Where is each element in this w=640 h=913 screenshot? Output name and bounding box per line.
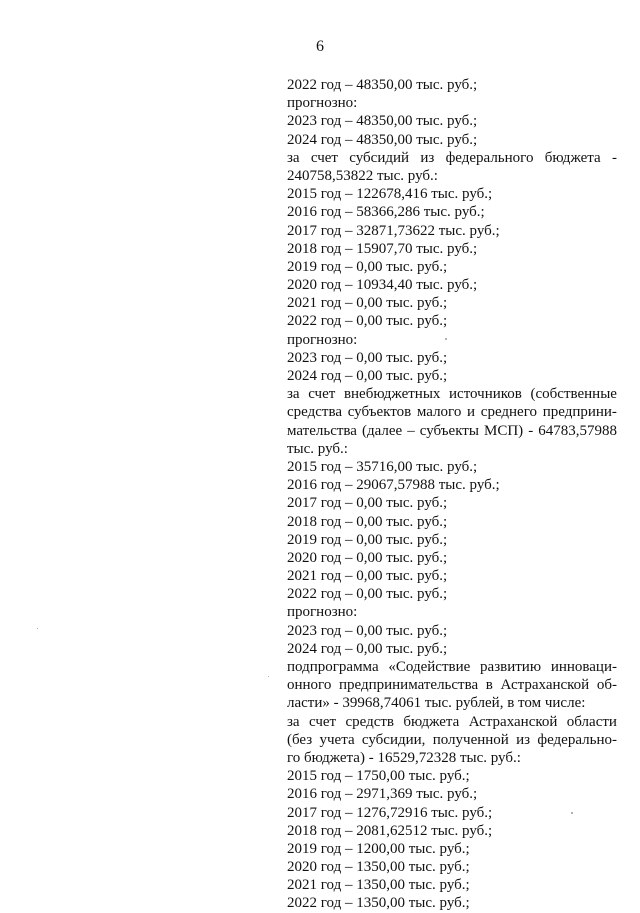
text-line: 2016 год – 2971,369 тыс. руб.;	[287, 786, 478, 803]
text-line: тыс. руб.:	[287, 440, 348, 457]
text-line: 2019 год – 0,00 тыс. руб.;	[287, 531, 448, 548]
text-line: 2024 год – 0,00 тыс. руб.;	[287, 640, 448, 657]
text-line: 2020 год – 10934,40 тыс. руб.;	[287, 277, 478, 294]
text-line: за счет субсидий из федерального бюджета -	[287, 149, 617, 166]
text-line: 2017 год – 32871,73622 тыс. руб.;	[287, 222, 500, 239]
text-line: 2016 год – 58366,286 тыс. руб.;	[287, 204, 485, 221]
text-line: 2023 год – 0,00 тыс. руб.;	[287, 622, 448, 639]
text-line: го бюджета) - 16529,72328 тыс. руб.:	[287, 749, 521, 766]
text-line: 2017 год – 0,00 тыс. руб.;	[287, 495, 448, 512]
text-line: за счет внебюджетных источников (собственные	[287, 386, 617, 403]
text-line: 2022 год – 48350,00 тыс. руб.;	[287, 77, 478, 93]
text-line: мательства (далее – субъекты МСП) - 64783,57988	[287, 422, 617, 439]
text-line: (без учета субсидии, полученной из федерально-	[287, 731, 617, 748]
text-line: подпрограмма «Содействие развитию инноваци-	[287, 659, 617, 675]
text-line: 2015 год – 1750,00 тыс. руб.;	[287, 768, 470, 785]
text-line: прогнозно:	[287, 95, 358, 112]
scan-speck	[37, 628, 38, 629]
text-line: 2018 год – 2081,62512 тыс. руб.;	[287, 822, 493, 839]
text-line: 2020 год – 1350,00 тыс. руб.;	[287, 859, 470, 876]
scan-speck	[445, 338, 447, 340]
text-line: 2023 год – 0,00 тыс. руб.;	[287, 349, 448, 366]
text-line: 2021 год – 0,00 тыс. руб.;	[287, 568, 448, 585]
text-line: 2022 год – 1350,00 тыс. руб.;	[287, 895, 470, 912]
text-line: средства субъектов малого и среднего предприни-	[287, 404, 617, 421]
text-line: прогнозно:	[287, 331, 358, 348]
text-line: 2021 год – 0,00 тыс. руб.;	[287, 295, 448, 312]
text-line: 2016 год – 29067,57988 тыс. руб.;	[287, 477, 500, 494]
text-line: 2018 год – 0,00 тыс. руб.;	[287, 513, 448, 530]
text-line: 2019 год – 1200,00 тыс. руб.;	[287, 840, 470, 857]
text-line: 2015 год – 35716,00 тыс. руб.;	[287, 458, 478, 475]
text-line: 2024 год – 0,00 тыс. руб.;	[287, 368, 448, 384]
scan-speck	[571, 812, 573, 814]
text-line: 2019 год – 0,00 тыс. руб.;	[287, 258, 448, 275]
text-line: онного предпринимательства в Астраханской об-	[287, 677, 617, 694]
page-number: 6	[316, 38, 324, 55]
text-line: 2022 год – 0,00 тыс. руб.;	[287, 313, 448, 330]
scan-speck	[268, 676, 269, 677]
text-line: ласти» - 39968,74061 тыс. рублей, в том числе:	[287, 695, 586, 712]
text-line: за счет средств бюджета Астраханской области	[287, 713, 617, 730]
text-line: 2023 год – 48350,00 тыс. руб.;	[287, 113, 478, 130]
text-line: 2015 год – 122678,416 тыс. руб.;	[287, 186, 493, 203]
text-line: 2018 год – 15907,70 тыс. руб.;	[287, 240, 478, 257]
text-line: 2021 год – 1350,00 тыс. руб.;	[287, 877, 470, 894]
text-line: 240758,53822 тыс. руб.:	[287, 167, 438, 184]
text-line: 2020 год – 0,00 тыс. руб.;	[287, 549, 448, 566]
text-line: 2017 год – 1276,72916 тыс. руб.;	[287, 804, 493, 821]
document-body	[287, 76, 617, 913]
text-line: 2022 год – 0,00 тыс. руб.;	[287, 586, 448, 603]
text-line: прогнозно:	[287, 604, 358, 621]
text-line: 2024 год – 48350,00 тыс. руб.;	[287, 131, 478, 148]
